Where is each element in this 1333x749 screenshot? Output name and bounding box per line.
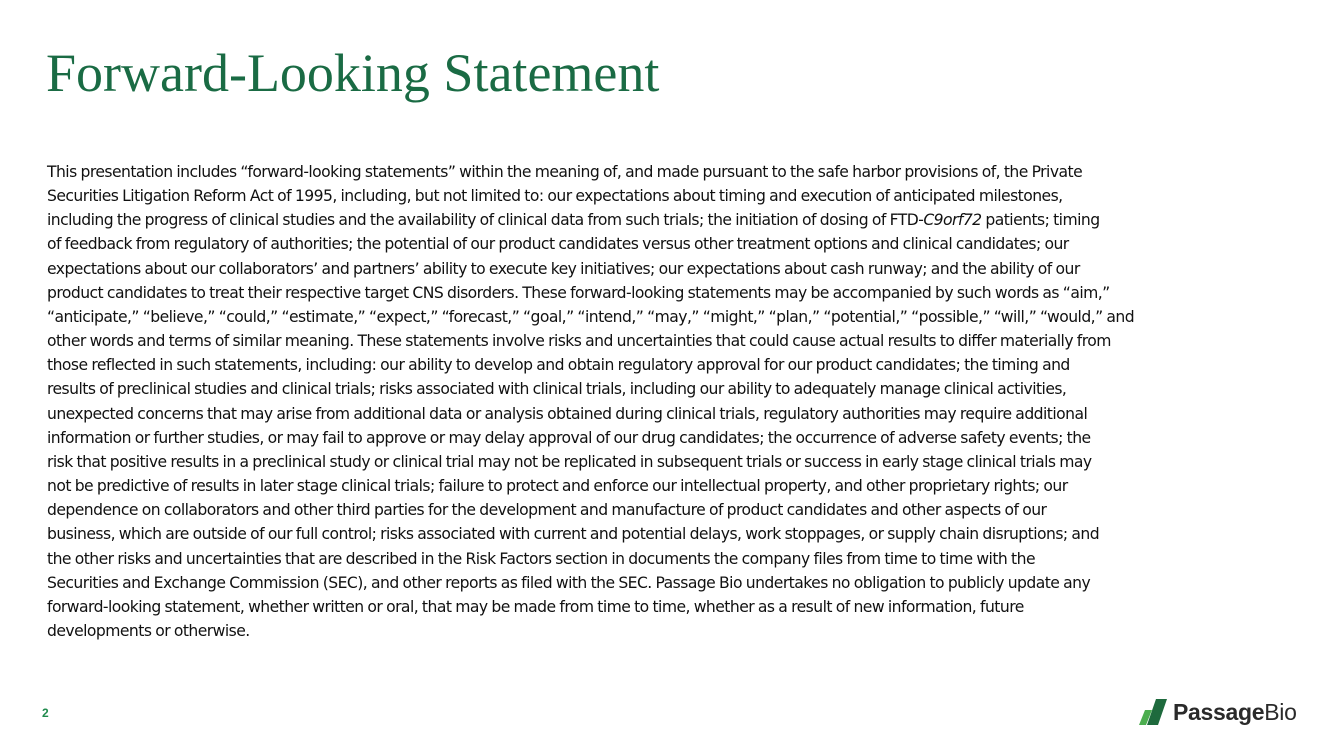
logo-word-passage: Passage	[1173, 699, 1265, 725]
page-number: 2	[42, 706, 49, 720]
body-line-segment: patients; timing	[981, 211, 1100, 230]
body-line: other words and terms of similar meaning. These statements involve risks and uncertainties that could cause actual results to differ materially from	[47, 332, 1111, 351]
body-line: product candidates to treat their respective target CNS disorders. These forward-looking statements may be accompanied by such words as “aim,”	[47, 283, 1110, 302]
body-line: of feedback from regulatory of authorities; the potential of our product candidates versus other treatment options and clinical candidates; our	[47, 235, 1069, 254]
body-line: dependence on collaborators and other third parties for the development and manufacture of product candidates and other aspects of our	[47, 501, 1047, 520]
logo-word-bio: Bio	[1264, 699, 1297, 725]
body-line: results of preclinical studies and clinical trials; risks associated with clinical trials, including our ability to adequately manage clinical activities,	[47, 380, 1067, 399]
disclaimer-body	[47, 160, 1297, 643]
body-line: business, which are outside of our full control; risks associated with current and potential delays, work stoppages, or supply chain disruptions; and	[47, 525, 1100, 544]
body-line: This presentation includes “forward-looking statements” within the meaning of, and made pursuant to the safe harbor provisions of, the Private	[47, 163, 1083, 181]
body-line: “anticipate,” “believe,” “could,” “estimate,” “expect,” “forecast,” “goal,” “intend,” “may,” “might,” “plan,” “potential,” “possible,” “will,” “would,” and	[47, 307, 1135, 326]
body-line: those reflected in such statements, including: our ability to develop and obtain regulatory approval for our product candidates; the timing and	[47, 356, 1070, 375]
body-line: developments or otherwise.	[47, 621, 250, 640]
body-line: forward-looking statement, whether written or oral, that may be made from time to time, whether as a result of new information, future	[47, 597, 1024, 616]
passage-bio-logo-mark-icon	[1139, 699, 1167, 725]
passage-bio-logo	[1139, 697, 1297, 727]
body-line: the other risks and uncertainties that are described in the Risk Factors section in documents the company files from time to time with the	[47, 549, 1035, 568]
logo-wordmark	[1173, 697, 1297, 727]
body-line: risk that positive results in a preclinical study or clinical trial may not be replicated in subsequent trials or success in early stage clinical trials may	[47, 452, 1092, 471]
body-line: Securities and Exchange Commission (SEC), and other reports as filed with the SEC. Passage Bio undertakes no obligation to publicly update any	[47, 573, 1091, 592]
body-line: Securities Litigation Reform Act of 1995, including, but not limited to: our expectations about timing and execution of anticipated milestones,	[47, 187, 1063, 206]
slide-title: Forward-Looking Statement	[46, 43, 660, 103]
body-line: information or further studies, or may fail to approve or may delay approval of our drug candidates; the occurrence of adverse safety events; the	[47, 428, 1091, 447]
gene-name-italic: C9orf72	[923, 211, 982, 230]
body-line: not be predictive of results in later stage clinical trials; failure to protect and enforce our intellectual property, and other proprietary rights; our	[47, 477, 1068, 496]
body-line: expectations about our collaborators’ and partners’ ability to execute key initiatives; our expectations about cash runway; and the ability of our	[47, 259, 1080, 278]
body-line-segment: including the progress of clinical studies and the availability of clinical data from such trials; the initiation of dosing of FTD-	[47, 211, 924, 230]
body-line: unexpected concerns that may arise from additional data or analysis obtained during clinical trials, regulatory authorities may require additional	[47, 404, 1088, 423]
body-line	[47, 208, 1297, 232]
